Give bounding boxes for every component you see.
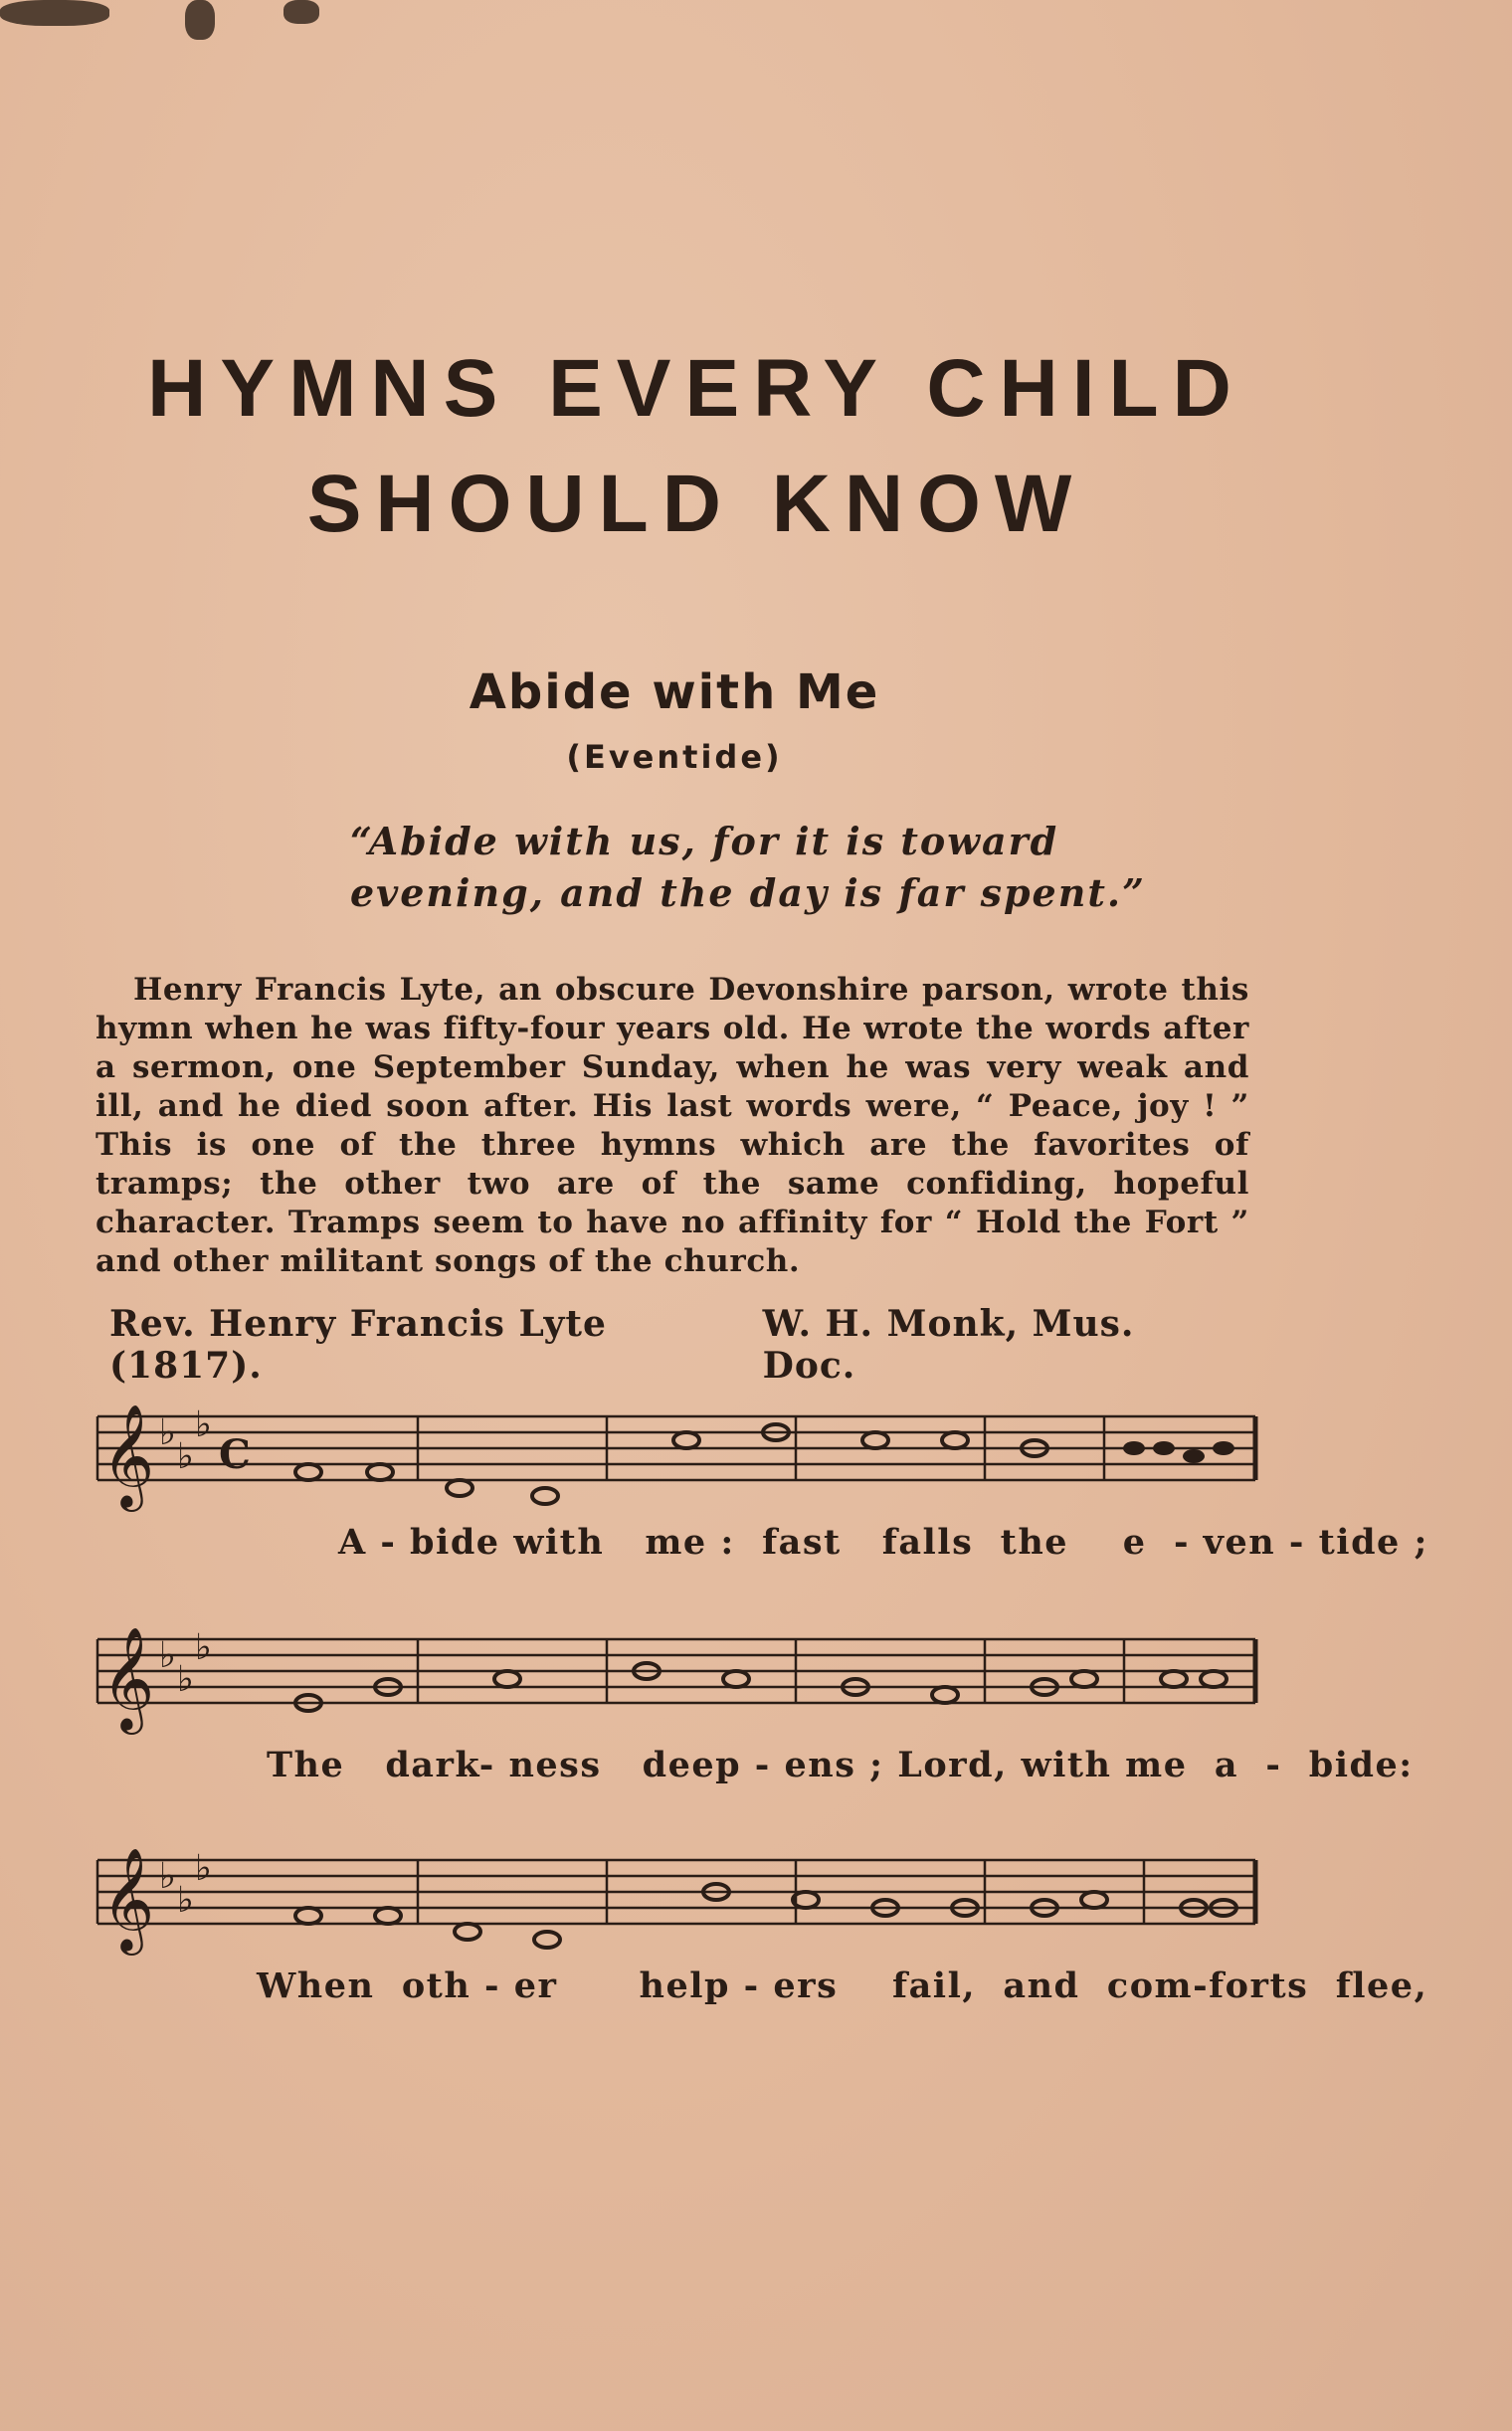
lyrics-line-2: The dark- ness deep - ens ; Lord, with me a - bide: — [267, 1745, 1414, 1785]
flat-icon: ♭ — [159, 1856, 176, 1897]
treble-clef-icon: 𝄞 — [101, 1403, 155, 1508]
hymn-title: Abide with Me — [469, 664, 880, 720]
flat-icon: ♭ — [159, 1635, 176, 1676]
flat-icon: ♭ — [177, 1659, 194, 1700]
flat-icon: ♭ — [195, 1404, 212, 1445]
common-time-icon: C — [219, 1431, 251, 1478]
music-staff-2 — [90, 1615, 1263, 1745]
lyrics-line-1: A - bide with me : fast falls the e - ven - tide ; — [338, 1522, 1428, 1563]
music-staff-1 — [90, 1393, 1263, 1522]
flat-icon: ♭ — [159, 1412, 176, 1453]
book-title-line2: SHOULD KNOW — [306, 459, 1086, 549]
flat-icon: ♭ — [177, 1880, 194, 1921]
epigraph: “Abide with us, for it is toward evening, and the day is far spent.” — [350, 819, 1146, 915]
hymn-history: Henry Francis Lyte, an obscure Devonshire parson, wrote this hymn when he was fifty-four years old. He wrote the words after a sermon, one September Sunday, when he was very weak and ill, and he died soon after. His last words were, “ Peace, joy ! ” This is one of the three hymns which are the favorites of tramps; the other two are of the same confiding, hopeful character. Tramps seem to have no affinity for “ Hold the Fort ” and other militant songs of the church. — [95, 972, 1249, 1279]
author-credit: Rev. Henry Francis Lyte (1817). — [109, 1303, 607, 1387]
credits — [109, 1303, 1233, 1387]
staff-1-svg — [90, 1393, 1263, 1522]
flat-icon: ♭ — [195, 1848, 212, 1889]
staff-2-svg — [90, 1615, 1263, 1745]
book-title-line1: HYMNS EVERY CHILD — [147, 343, 1245, 434]
staff-3-svg — [90, 1836, 1263, 1965]
flat-icon: ♭ — [195, 1627, 212, 1668]
composer-credit: W. H. Monk, Mus. Doc. — [762, 1303, 1135, 1387]
ink-stain — [0, 0, 109, 26]
music-staff-3 — [90, 1836, 1263, 1965]
hymn-subtitle: (Eventide) — [566, 738, 783, 776]
flat-icon: ♭ — [177, 1436, 194, 1477]
treble-clef-icon: 𝄞 — [101, 1847, 155, 1952]
treble-clef-icon: 𝄞 — [101, 1626, 155, 1731]
lyrics-line-3: When oth - er help - ers fail, and com-forts flee, — [257, 1965, 1428, 2006]
ink-stain — [284, 0, 319, 24]
ink-stain — [185, 0, 215, 40]
